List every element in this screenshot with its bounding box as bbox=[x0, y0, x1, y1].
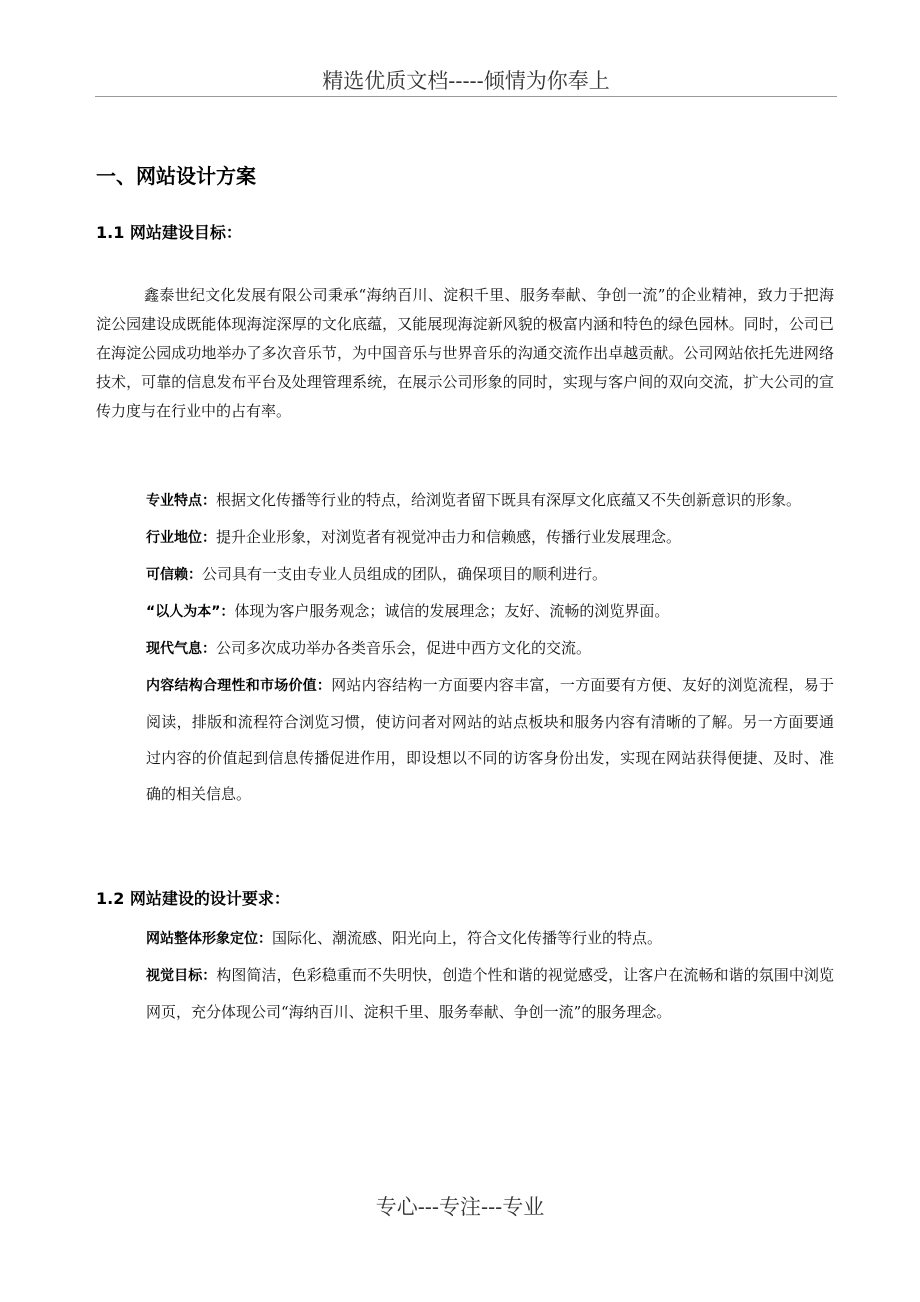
point-label: 专业特点： bbox=[146, 493, 216, 509]
point-industry-position bbox=[146, 519, 834, 556]
subsection-title-requirements: 1.2 网站建设的设计要求： bbox=[96, 889, 290, 908]
point-label: “以人为本”： bbox=[146, 604, 235, 620]
point-text: 提升企业形象，对浏览者有视觉冲击力和信赖感，传播行业发展理念。 bbox=[216, 528, 682, 546]
point-label: 内容结构合理性和市场价值： bbox=[146, 678, 332, 694]
point-text: 公司多次成功举办各类音乐会，促进中西方文化的交流。 bbox=[216, 639, 592, 657]
subsection-title-goals: 1.1 网站建设目标： bbox=[96, 223, 242, 242]
point-text: 构图简洁，色彩稳重而不失明快，创造个性和谐的视觉感受，让客户在流畅和谐的氛围中浏览网页，充分体现公司“海纳百川、淀积千里、服务奉献、争创一流”的服务理念。 bbox=[146, 966, 835, 1021]
point-overall-image bbox=[146, 920, 834, 957]
goal-points bbox=[146, 482, 834, 812]
point-professional bbox=[146, 482, 834, 519]
point-label: 网站整体形象定位： bbox=[146, 931, 272, 947]
point-modern bbox=[146, 630, 834, 667]
point-content-structure bbox=[146, 667, 834, 812]
point-text: 国际化、潮流感、阳光向上，符合文化传播等行业的特点。 bbox=[272, 929, 663, 947]
point-text: 体现为客户服务观念；诚信的发展理念；友好、流畅的浏览界面。 bbox=[234, 602, 670, 620]
point-text: 公司具有一支由专业人员组成的团队，确保项目的顺利进行。 bbox=[202, 565, 608, 583]
point-label: 行业地位： bbox=[146, 530, 216, 546]
intro-paragraph: 鑫泰世纪文化发展有限公司秉承“海纳百川、淀积千里、服务奉献、争创一流”的企业精神，致力于把海淀公园建设成既能体现海淀深厚的文化底蕴，又能展现海淀新风貌的极富内涵和特色的绿色园林。同时，公司已在海淀公园成功地举办了多次音乐节，为中国音乐与世界音乐的沟通交流作出卓越贡献。公司网站依托先进网络技术，可靠的信息发布平台及处理管理系统，在展示公司形象的同时，实现与客户间的双向交流，扩大公司的宣传力度与在行业中的占有率。 bbox=[96, 286, 834, 420]
page-header: 精选优质文档-----倾情为你奉上 bbox=[95, 66, 837, 97]
page-footer: 专心---专注---专业 bbox=[375, 1195, 545, 1219]
point-label: 可信赖： bbox=[146, 567, 202, 583]
point-visual-goal bbox=[146, 957, 834, 1030]
point-text: 网站内容结构一方面要内容丰富，一方面要有方便、友好的浏览流程，易于阅读，排版和流程符合浏览习惯，使访问者对网站的站点板块和服务内容有清晰的了解。另一方面要通过内容的价值起到信息传播促进作用，即设想以不同的访客身份出发，实现在网站获得便捷、及时、准确的相关信息。 bbox=[146, 676, 835, 803]
point-people-oriented bbox=[146, 593, 834, 630]
requirement-points bbox=[146, 920, 834, 1030]
point-label: 视觉目标： bbox=[146, 968, 217, 984]
point-text: 根据文化传播等行业的特点，给浏览者留下既具有深厚文化底蕴又不失创新意识的形象。 bbox=[216, 491, 802, 509]
point-trustworthy bbox=[146, 556, 834, 593]
section-title: 一、网站设计方案 bbox=[96, 164, 256, 188]
point-label: 现代气息： bbox=[146, 641, 216, 657]
